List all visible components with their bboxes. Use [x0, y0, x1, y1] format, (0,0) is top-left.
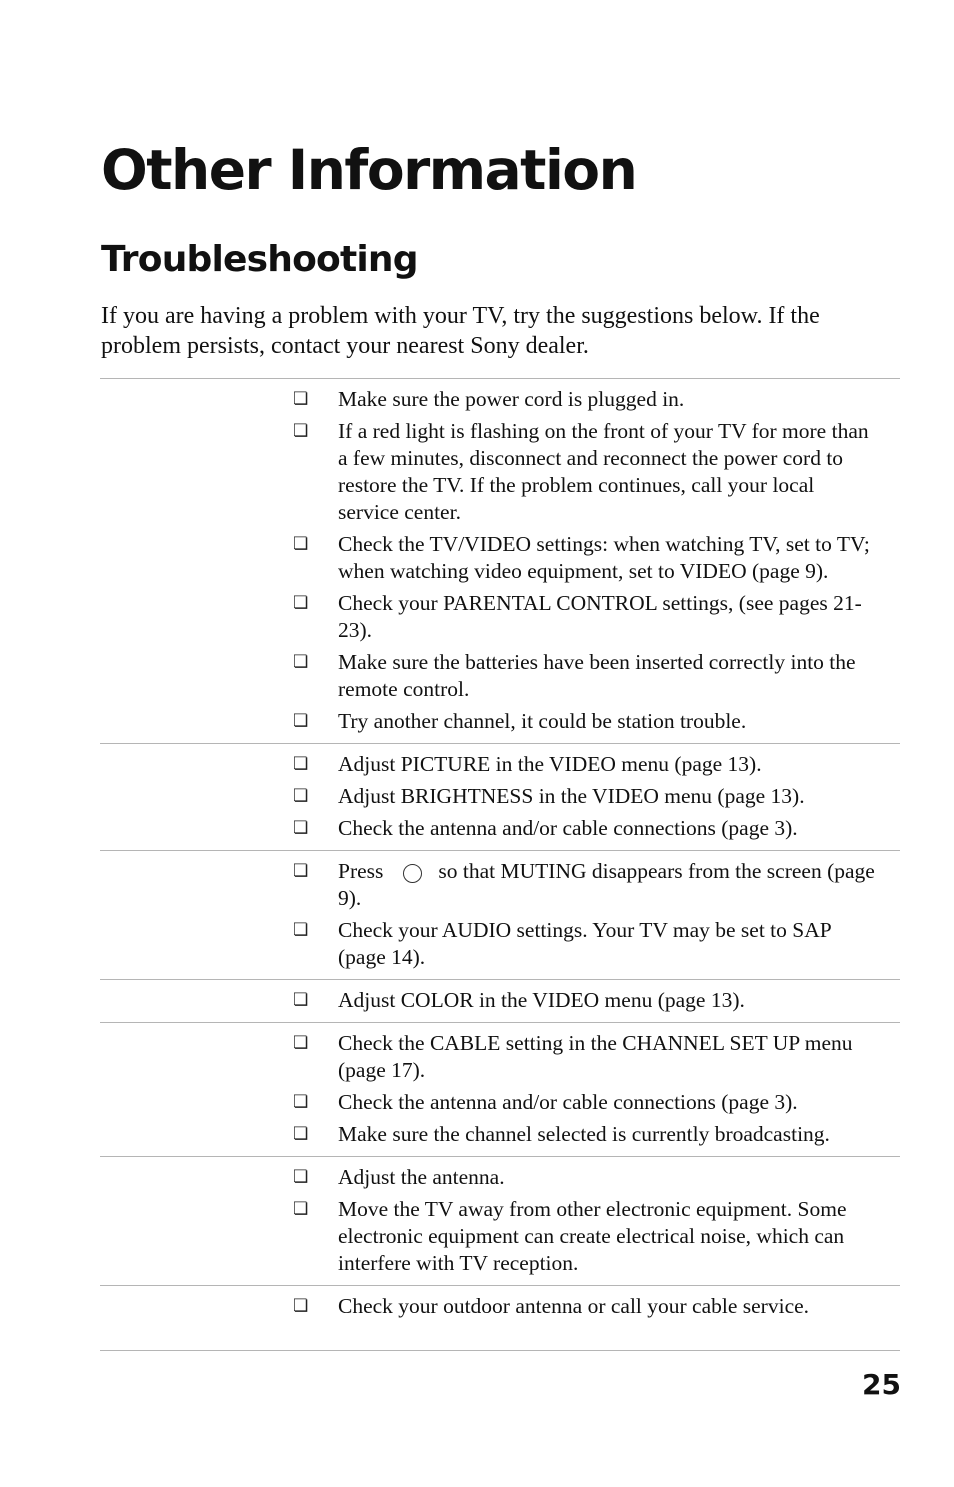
checkbox-bullet-icon: ❏ — [293, 818, 309, 838]
troubleshooting-row — [100, 1157, 900, 1286]
checkbox-bullet-icon: ❏ — [293, 1199, 309, 1219]
troubleshooting-table — [100, 378, 900, 1351]
checklist-item-text: Make sure the batteries have been inserted correctly into the remote control. — [338, 650, 856, 701]
checklist-item-text — [338, 858, 878, 912]
troubleshooting-row — [100, 851, 900, 980]
checklist-item — [100, 815, 900, 842]
checklist-item — [100, 1121, 900, 1148]
checklist-item-text: Move the TV away from other electronic equipment. Some electronic equipment can create electrical noise, which can interfere with TV reception. — [338, 1197, 847, 1275]
checklist-item — [100, 418, 900, 526]
checklist-item — [100, 1030, 900, 1084]
checklist-item-text: Try another channel, it could be station trouble. — [338, 709, 747, 733]
checkbox-bullet-icon: ❏ — [293, 652, 309, 672]
checklist-item-text: Adjust the antenna. — [338, 1165, 505, 1189]
checklist-item — [100, 783, 900, 810]
troubleshooting-row — [100, 1023, 900, 1157]
checklist-item-text: Check your AUDIO settings. Your TV may be set to SAP (page 14). — [338, 918, 831, 969]
checklist-item — [100, 531, 900, 585]
checklist-item — [100, 708, 900, 735]
checkbox-bullet-icon: ❏ — [293, 389, 309, 409]
checkbox-bullet-icon: ❏ — [293, 990, 309, 1010]
page-number: 25 — [862, 1368, 901, 1401]
checklist-item — [100, 987, 900, 1014]
checklist-item — [100, 917, 900, 971]
checklist-item-text: Check the TV/VIDEO settings: when watching TV, set to TV; when watching video equipment, set to VIDEO (page 9). — [338, 532, 870, 583]
checklist-item-text: Check the antenna and/or cable connections (page 3). — [338, 1090, 798, 1114]
checklist-item — [100, 649, 900, 703]
checklist-item-text: Adjust PICTURE in the VIDEO menu (page 13). — [338, 752, 762, 776]
checklist-item-text: Check your PARENTAL CONTROL settings, (see pages 21-23). — [338, 591, 862, 642]
intro-paragraph: If you are having a problem with your TV, try the suggestions below. If the problem persists, contact your nearest Sony dealer. — [101, 303, 820, 359]
checkbox-bullet-icon: ❏ — [293, 711, 309, 731]
muting-button-icon — [403, 864, 422, 883]
checklist-item-text: Adjust COLOR in the VIDEO menu (page 13). — [338, 988, 745, 1012]
troubleshooting-row — [100, 980, 900, 1023]
troubleshooting-row — [100, 1286, 900, 1351]
checklist-item-text: Make sure the channel selected is currently broadcasting. — [338, 1122, 830, 1146]
checkbox-bullet-icon: ❏ — [293, 754, 309, 774]
checklist-item-text: Make sure the power cord is plugged in. — [338, 387, 685, 411]
checklist-item — [100, 1089, 900, 1116]
checklist-item-text: Adjust BRIGHTNESS in the VIDEO menu (page 13). — [338, 784, 805, 808]
checklist-item — [100, 1293, 900, 1320]
checkbox-bullet-icon: ❏ — [293, 1124, 309, 1144]
checklist-item-text: Check the antenna and/or cable connections (page 3). — [338, 816, 798, 840]
chapter-title: Other Information — [101, 138, 637, 202]
checklist-item — [100, 1196, 900, 1277]
checklist-item — [100, 590, 900, 644]
troubleshooting-row — [100, 744, 900, 851]
text-before-icon: Press — [338, 859, 384, 883]
checkbox-bullet-icon: ❏ — [293, 786, 309, 806]
checklist-item — [100, 1164, 900, 1191]
checkbox-bullet-icon: ❏ — [293, 421, 309, 441]
checklist-item-text: Check the CABLE setting in the CHANNEL SET UP menu (page 17). — [338, 1031, 853, 1082]
checklist-item-text: If a red light is flashing on the front of your TV for more than a few minutes, disconnect and reconnect the power cord to restore the TV. If the problem continues, call your local service center. — [338, 419, 869, 524]
checkbox-bullet-icon: ❏ — [293, 1033, 309, 1053]
checklist-item-text: Check your outdoor antenna or call your cable service. — [338, 1294, 810, 1318]
text-after-icon: so that MUTING disappears from the screen (page 9). — [338, 859, 875, 910]
troubleshooting-row — [100, 379, 900, 744]
checkbox-bullet-icon: ❏ — [293, 920, 309, 940]
checkbox-bullet-icon: ❏ — [293, 1167, 309, 1187]
checkbox-bullet-icon: ❏ — [293, 1092, 309, 1112]
checklist-item — [100, 386, 900, 413]
checkbox-bullet-icon: ❏ — [293, 861, 309, 881]
checkbox-bullet-icon: ❏ — [293, 534, 309, 554]
section-title: Troubleshooting — [101, 239, 418, 280]
checklist-item — [100, 751, 900, 778]
checkbox-bullet-icon: ❏ — [293, 593, 309, 613]
checklist-item — [100, 858, 900, 912]
checkbox-bullet-icon: ❏ — [293, 1296, 309, 1316]
